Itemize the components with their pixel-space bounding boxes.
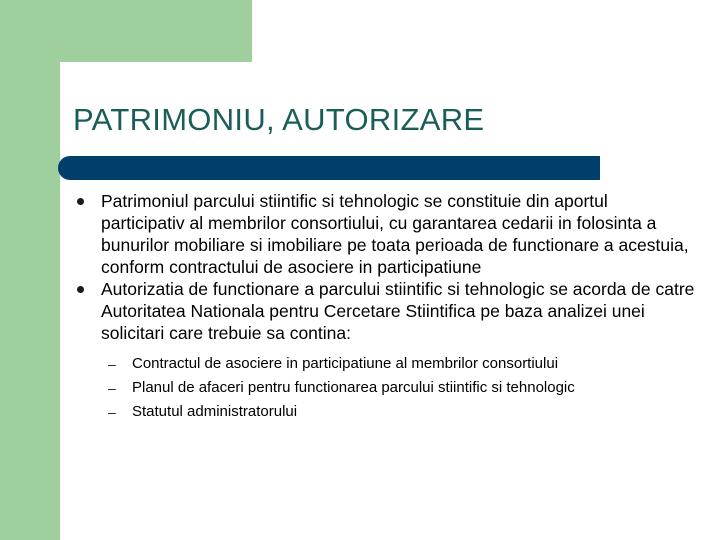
slide-content: [76, 190, 696, 424]
rounded-corner: [60, 62, 100, 102]
sub-bullet-item: [108, 352, 696, 376]
green-accent-left: [0, 0, 60, 540]
sub-bullet-text: Contractul de asociere in participatiune al membrilor consortiului: [132, 355, 559, 372]
bullet-icon: [77, 286, 84, 293]
bullet-icon: [77, 198, 84, 205]
bullet-item: [76, 190, 696, 278]
slide-title: PATRIMONIU, AUTORIZARE: [73, 102, 485, 137]
sub-bullet-item: [108, 376, 696, 400]
title-underline-bar: [58, 156, 600, 180]
sub-bullet-text: Statutul administratorului: [132, 403, 298, 420]
dash-icon: –: [108, 404, 116, 420]
sub-bullet-text: Planul de afaceri pentru functionarea parcului stiintific si tehnologic: [132, 379, 575, 396]
sub-bullet-item: [108, 400, 696, 424]
bullet-item: [76, 278, 696, 344]
dash-icon: –: [108, 356, 116, 372]
dash-icon: –: [108, 380, 116, 396]
bullet-text: Patrimoniul parcului stiintific si tehnologic se constituie din aportul participativ al membrilor consortiului, cu garantarea cedarii in folosinta a bunurilor mobiliare si imobiliare pe toata perioada de functionare a acestuia, conform contractului de asociere in participatiune: [101, 191, 689, 277]
sub-bullet-list: [76, 352, 696, 424]
bullet-text: Autorizatia de functionare a parcului stiintific si tehnologic se acorda de catre Autoritatea Nationala pentru Cercetare Stiintifica pe baza analizei unei solicitari care trebuie sa contina:: [101, 279, 695, 343]
